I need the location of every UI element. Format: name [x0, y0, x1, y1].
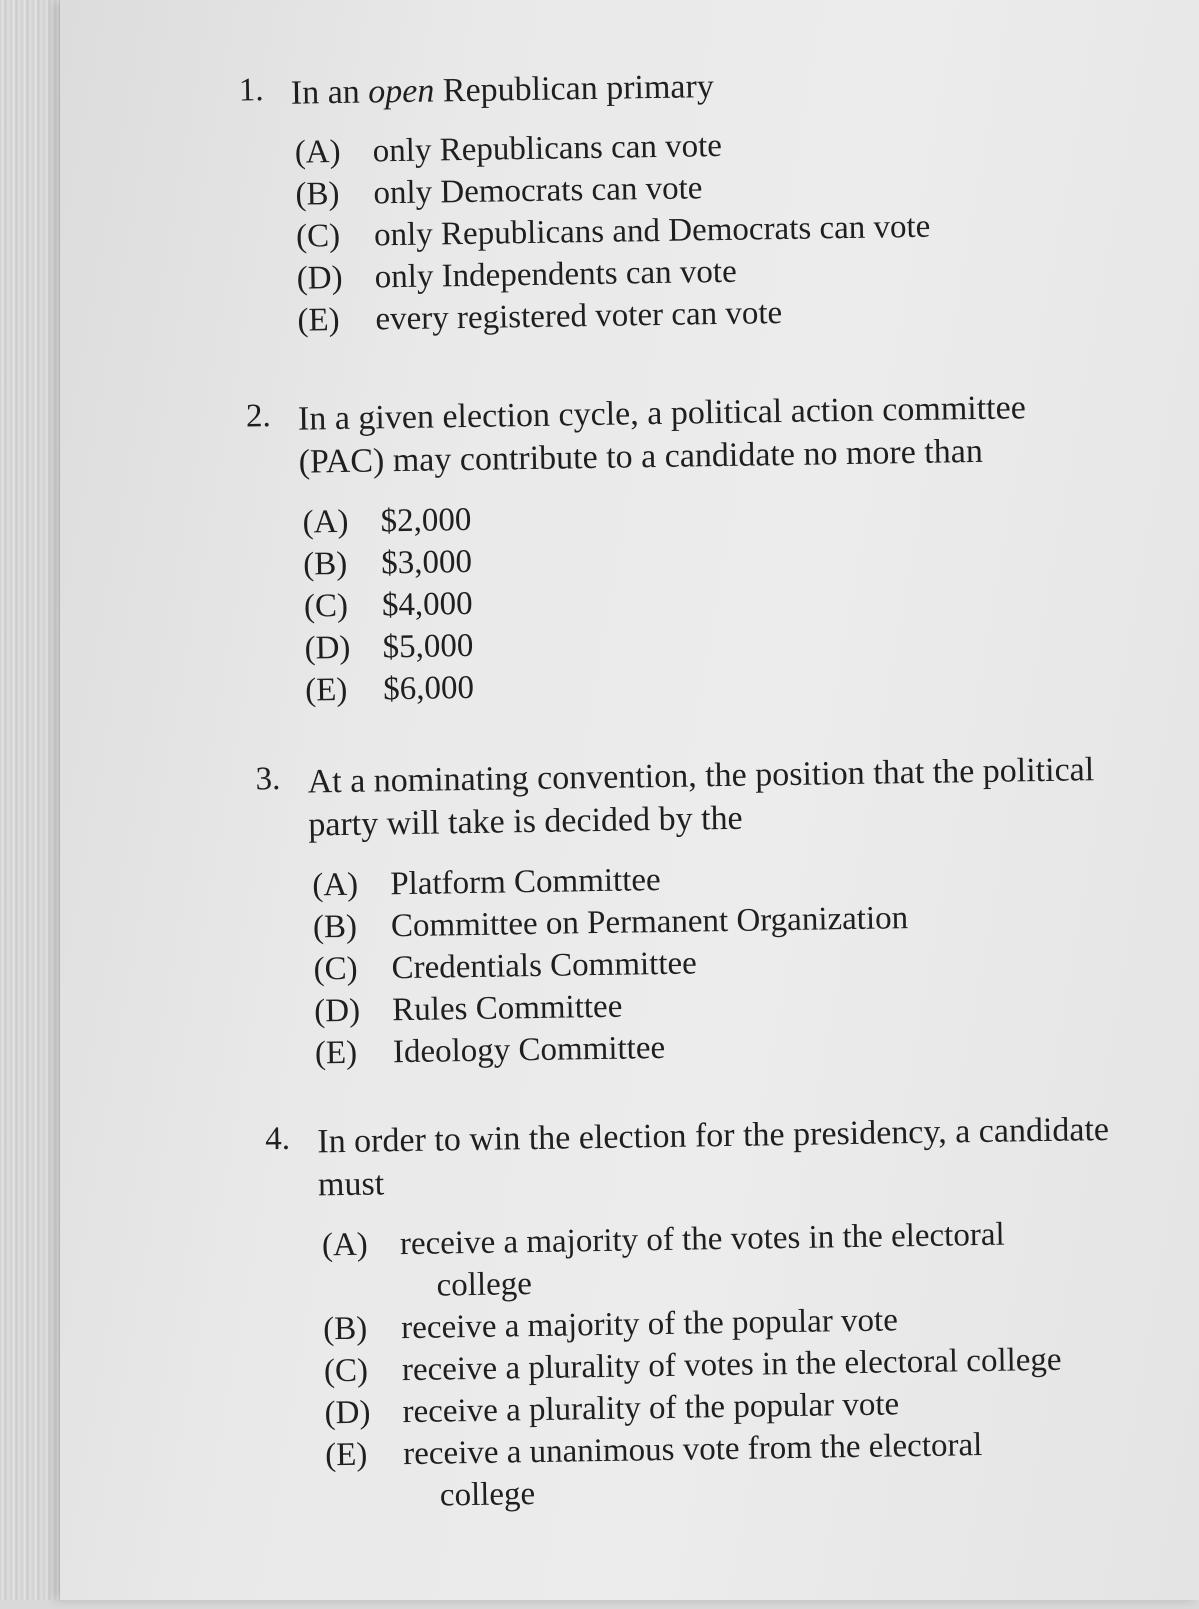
option-text — [403, 1422, 1104, 1517]
option-text: only Independents can vote — [374, 253, 737, 296]
option-letter: (B) — [302, 545, 348, 583]
stem-text: In an — [290, 73, 369, 112]
stem-line: (PAC) may contribute to a candidate no more than — [298, 432, 984, 481]
option-text-line: college — [436, 1266, 533, 1304]
option-letter: (E) — [297, 301, 340, 339]
option-text: Platform Committee — [390, 862, 661, 903]
option-text-line: receive a unanimous vote from the electoral — [402, 1427, 983, 1473]
option-letter: (A) — [312, 866, 359, 904]
option-letter: (C) — [295, 217, 341, 255]
option-letter: (C) — [303, 587, 349, 625]
question-3 — [255, 748, 1135, 1072]
option-letter: (D) — [313, 992, 361, 1030]
option-text: only Republicans and Democrats can vote — [373, 208, 931, 254]
book-page — [60, 0, 1199, 1600]
option-letter: (D) — [296, 259, 343, 297]
question-stem — [317, 1107, 1158, 1206]
stem-line: At a nominating convention, the position that the political — [307, 751, 1095, 801]
option-text: $2,000 — [380, 501, 472, 540]
option-text: Rules Committee — [391, 988, 623, 1029]
option-letter: (D) — [304, 629, 351, 667]
option-letter: (B) — [322, 1310, 368, 1348]
question-number: 3. — [255, 760, 281, 798]
answer-options — [294, 118, 1137, 341]
option-letter: (A) — [302, 503, 349, 541]
option-text: receive a plurality of votes in the electoral college — [401, 1341, 1062, 1389]
option-letter: (E) — [314, 1034, 358, 1072]
stem-line: In order to win the election for the presidency, a candidate — [317, 1110, 1110, 1161]
question-number: 2. — [245, 398, 271, 435]
answer-options — [302, 488, 1145, 711]
option-text: $4,000 — [381, 585, 473, 624]
question-stem — [298, 384, 1139, 483]
option-letter: (C) — [323, 1352, 369, 1390]
stem-text: Republican primary — [434, 68, 715, 110]
option-text: $5,000 — [382, 627, 474, 666]
stem-line: must — [317, 1165, 385, 1204]
option-a — [322, 1211, 1163, 1308]
option-text: Credentials Committee — [391, 945, 698, 987]
option-text: receive a plurality of the popular vote — [402, 1386, 900, 1431]
option-text: Ideology Committee — [392, 1029, 666, 1071]
option-letter: (A) — [294, 133, 341, 171]
question-stem — [307, 747, 1148, 846]
option-text: Committee on Permanent Organization — [390, 900, 909, 945]
option-text: $3,000 — [380, 543, 473, 582]
option-letter: (A) — [321, 1226, 369, 1264]
page-content — [48, 0, 1199, 1609]
answer-options — [312, 851, 1155, 1074]
question-number: 4. — [264, 1120, 291, 1158]
question-number: 1. — [238, 72, 264, 109]
option-text: every registered voter can vote — [375, 295, 783, 338]
option-text — [400, 1212, 1101, 1307]
question-4 — [264, 1107, 1145, 1514]
option-letter: (E) — [304, 671, 348, 709]
option-text: receive a majority of the popular vote — [400, 1302, 899, 1347]
question-2 — [245, 385, 1126, 709]
question-stem — [291, 59, 1132, 115]
option-text: $6,000 — [382, 669, 475, 708]
option-text-line: college — [439, 1476, 536, 1514]
option-text-line: receive a majority of the votes in the electoral — [399, 1216, 1005, 1263]
option-e — [325, 1421, 1166, 1518]
option-letter: (C) — [313, 950, 358, 988]
option-text: only Democrats can vote — [373, 170, 703, 212]
option-letter: (E) — [324, 1436, 368, 1474]
answer-options — [322, 1211, 1167, 1518]
option-letter: (B) — [295, 175, 340, 213]
question-1 — [238, 59, 1119, 339]
stem-line: party will take is decided by the — [308, 799, 743, 844]
stem-italic-text: open — [367, 72, 435, 111]
stem-line: In a given election cycle, a political action committee — [297, 389, 1027, 438]
option-text: only Republicans can vote — [372, 127, 723, 170]
option-letter: (D) — [324, 1394, 371, 1432]
option-letter: (B) — [312, 908, 358, 946]
